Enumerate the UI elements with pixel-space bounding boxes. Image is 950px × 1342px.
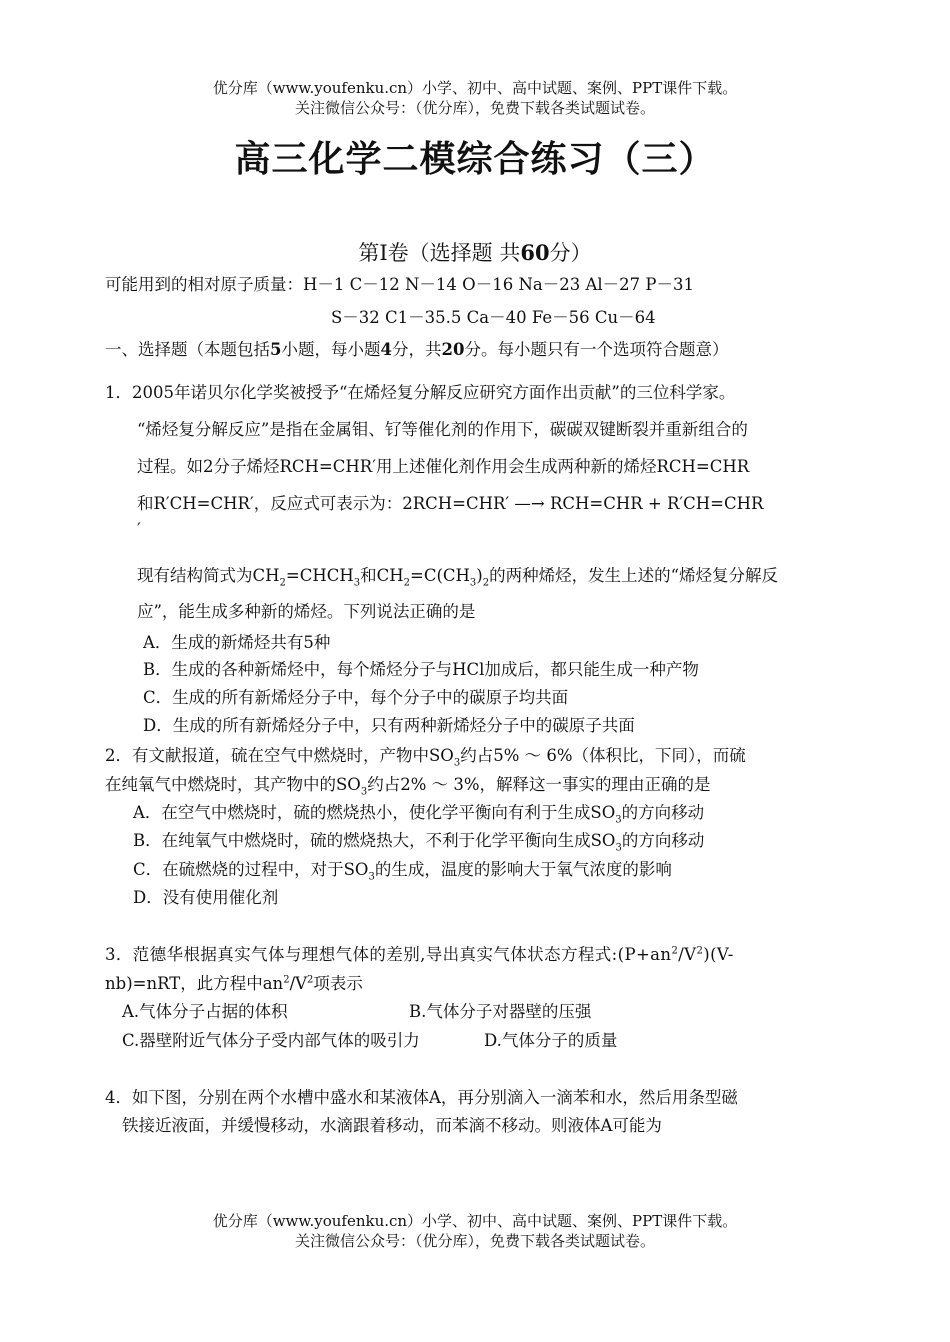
q3-option-c: C.器壁附近气体分子受内部气体的吸引力: [122, 1031, 420, 1050]
q1-option-c: C．生成的所有新烯烃分子中，每个分子中的碳原子均共面: [143, 688, 569, 707]
q3-option-b: B.气体分子对器壁的压强: [409, 1002, 592, 1021]
q1-line-5: ′: [137, 520, 141, 539]
q2-option-c: C．在硫燃烧的过程中，对于$SO_3$的生成，温度的影响大于氧气浓度的影响: [133, 860, 672, 883]
page-title: 高三化学二模综合练习（三）: [234, 139, 716, 180]
q1-line-6: 现有结构简式为$CH_2=CHCH_3$和$CH_2=C(CH_3)_2$的两种烯烃，发生上述的“烯烃复分解反: [137, 566, 779, 589]
q2-option-d: D．没有使用催化剂: [133, 888, 279, 907]
q1-line-4: 和R′CH=CHR′，反应式可表示为：2RCH=CHR′ —→ RCH=CHR + R′CH=CHR: [137, 494, 764, 513]
q3-option-a: A.气体分子占据的体积: [122, 1002, 288, 1021]
q1-option-d: D．生成的所有新烯烃分子中，只有两种新烯烃分子中的碳原子共面: [143, 716, 635, 735]
atomic-mass-line-1: 可能用到的相对原子质量：H－1 C－12 N－14 O－16 Na－23 Al－27 P－31: [105, 275, 694, 294]
q1-line-2: “烯烃复分解反应”是指在金属钼、钌等催化剂的作用下，碳碳双键断裂并重新组合的: [137, 420, 748, 439]
header-line-2: 关注微信公众号：（优分库），免费下载各类试题试卷。: [294, 99, 655, 117]
header-line-1: 优分库（www.youfenku.cn）小学、初中、高中试题、案例、PPT课件下载。: [212, 79, 738, 97]
q3-line-1: 3．范德华根据真实气体与理想气体的差别,导出真实气体状态方程式$:(P+an^2/V^2)(V-$: [105, 945, 734, 964]
section-heading: 第Ⅰ卷（选择题 共60分）: [358, 240, 592, 265]
q1-line-3: 过程。如2分子烯烃RCH=CHR′用上述催化剂作用会生成两种新的烯烃RCH=CHR: [137, 457, 750, 476]
q3-option-d: D.气体分子的质量: [484, 1031, 618, 1050]
q4-line-1: 4．如下图，分别在两个水槽中盛水和某液体A，再分别滴入一滴苯和水，然后用条型磁: [105, 1088, 738, 1107]
q1-option-a: A．生成的新烯烃共有5种: [143, 633, 331, 652]
footer-line-2: 关注微信公众号：（优分库），免费下载各类试题试卷。: [294, 1232, 655, 1250]
q1-line-7: 应”，能生成多种新的烯烃。下列说法正确的是: [137, 602, 476, 621]
footer-line-1: 优分库（www.youfenku.cn）小学、初中、高中试题、案例、PPT课件下载。: [212, 1212, 738, 1230]
q2-line-2: 在纯氧气中燃烧时，其产物中的$SO_3$约占2% ～ 3%，解释这一事实的理由正确的是: [105, 775, 711, 798]
q1-line-1: 1．2005年诺贝尔化学奖被授予“在烯烃复分解反应研究方面作出贡献”的三位科学家。: [105, 383, 736, 402]
part1-heading: 一、选择题（本题包括5小题，每小题4分，共20分。每小题只有一个选项符合题意）: [105, 340, 729, 359]
q1-option-b: B．生成的各种新烯烃中，每个烯烃分子与HCl加成后，都只能生成一种产物: [143, 660, 699, 679]
q2-line-1: 2．有文献报道，硫在空气中燃烧时，产物中$SO_3$约占5% ～ 6%（体积比，下同），而硫: [105, 746, 746, 769]
atomic-mass-line-2: S－32 C1－35.5 Ca－40 Fe－56 Cu－64: [331, 308, 656, 327]
q2-option-b: B．在纯氧气中燃烧时，硫的燃烧热大，不利于化学平衡向生成$SO_3$的方向移动: [133, 831, 705, 854]
q4-line-2: 铁接近液面，并缓慢移动，水滴跟着移动，而苯滴不移动。则液体A可能为: [122, 1116, 662, 1135]
q3-line-2: nb)=nRT，此方程中$an^2/V^2$项表示: [105, 974, 363, 993]
q2-option-a: A．在空气中燃烧时，硫的燃烧热小，使化学平衡向有利于生成$SO_3$的方向移动: [133, 803, 705, 826]
